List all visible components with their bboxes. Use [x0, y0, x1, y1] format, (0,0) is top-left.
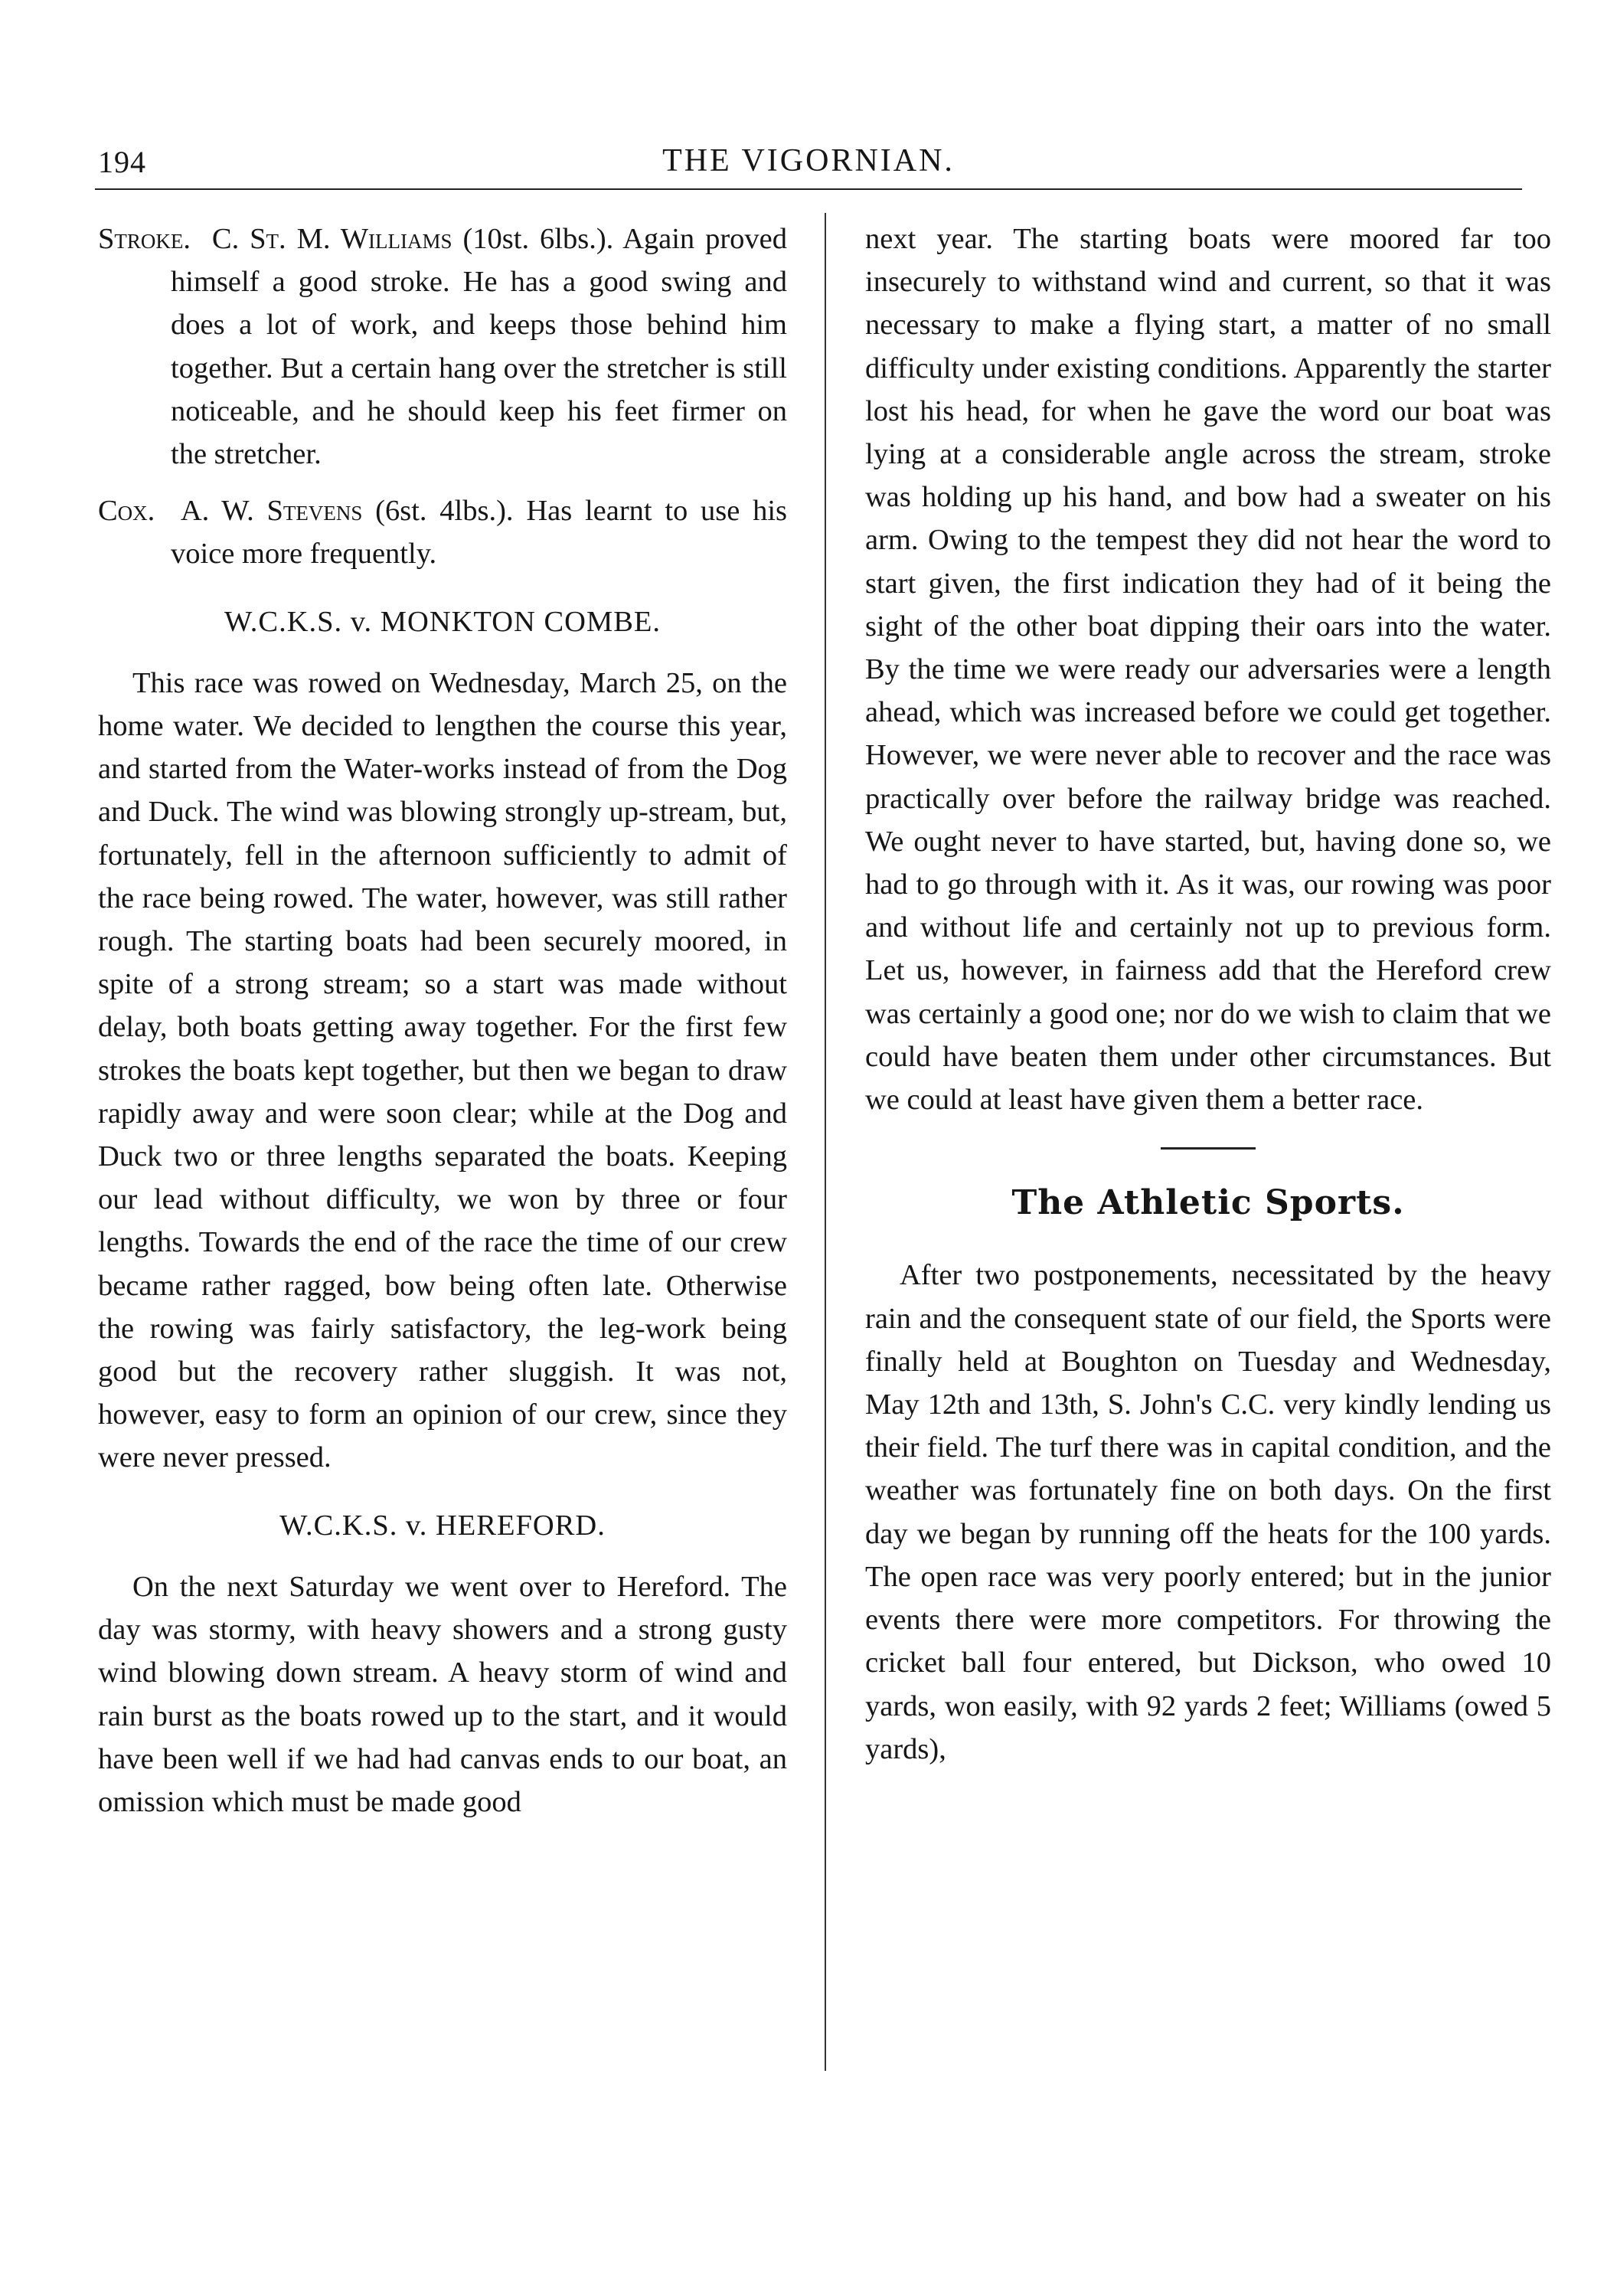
stroke-entry [98, 217, 787, 476]
cox-entry [98, 489, 787, 575]
hereford-heading: W.C.K.S. v. HEREFORD. [279, 1509, 606, 1542]
header-rule [95, 188, 1522, 190]
cox-name: A. W. Stevens [180, 495, 363, 528]
column-divider [825, 213, 826, 2071]
right-column [865, 217, 1551, 1771]
athletic-sports-paragraph: After two postponements, necessitated by the heavy rain and the consequent state of our field, the Sports were finally held at Boughton on Tuesday and Wednesday, May 12th and 13th, S. John's C.C. very kindly lending us their field. The turf there was in capital condition, and the weather was fortunately fine on both days. On the first day we began by running off the heats for the 100 yards. The open race was very poorly entered; but in the junior events there were more competitors. For throwing the cricket ball four entered, but Dickson, who owed 10 yards, won easily, with 92 yards 2 feet; Williams (owed 5 yards), [865, 1259, 1551, 1765]
running-title: THE VIGORNIAN. [662, 143, 955, 178]
stroke-name: C. St. M. Williams [211, 223, 452, 255]
cox-role: Cox. [98, 495, 155, 528]
hereford-continued-paragraph: next year. The starting boats were moored far too insecurely to withstand wind and current, so that it was necessary to make a flying start, a matter of no small difficulty under existing conditions. Apparently the starter lost his head, for when he gave the word our boat was lying at a considerable angle across the stream, stroke was holding up his hand, and bow had a sweater on his arm. Owing to the tempest they did not hear the word to start given, the first indication they had of it being the sight of the other boat dipping their oars into the water. By the time we were ready our adversaries were a length ahead, which was increased before we could get together. However, we were never able to recover and the race was practically over before the railway bridge was reached. We ought never to have started, but, having done so, we had to go through with it. As it was, our rowing was poor and without life and certainly not up to previous form. Let us, however, in fairness add that the Hereford crew was certainly a good one; nor do we wish to claim that we could have beaten them under other circumstances. But we could at least have given them a better race. [865, 223, 1551, 1117]
cox-weight: (6st. 4lbs.). [375, 495, 514, 528]
monkton-paragraph: This race was rowed on Wednesday, March 25, on the home water. We decided to lengthen the course this year, and started from the Water-works instead of from the Dog and Duck. The wind was blowing strongly up-stream, but, fortunately, fell in the afternoon sufficiently to admit of the race being rowed. The water, however, was still rather rough. The starting boats had been securely moored, in spite of a strong stream; so a start was made without delay, both boats getting away together. For the first few strokes the boats kept together, but then we began to draw rapidly away and were soon clear; while at the Dog and Duck two or three lengths separated the boats. Keeping our lead without difficulty, we won by three or four lengths. Towards the end of the race the time of our crew became rather ragged, bow being often late. Otherwise the rowing was fairly satisfactory, the leg-work being good but the recovery rather sluggish. It was not, however, easy to form an opinion of our crew, since they were never pressed. [98, 666, 787, 1474]
section-divider [1161, 1147, 1256, 1150]
page-number: 194 [98, 145, 146, 179]
stroke-weight: (10st. 6lbs.). [462, 223, 614, 255]
stroke-text: Again proved himself a good stroke. He has a good swing and does a lot of work, and keeps those behind him together. But a certain hang over the stretcher is still noticeable, and he should keep his feet firmer on the stretcher. [171, 223, 788, 471]
stroke-role: Stroke. [98, 223, 191, 255]
hereford-paragraph: On the next Saturday we went over to Hereford. The day was stormy, with heavy showers and a strong gusty wind blowing down stream. A heavy storm of wind and rain burst as the boats rowed up to the start, and it would have been well if we had had canvas ends to our boat, an omission which must be made good [98, 1570, 787, 1818]
athletic-sports-title: The Athletic Sports. [1011, 1183, 1405, 1223]
cox-text: Has learnt to use his voice more frequently. [171, 495, 788, 571]
left-column [98, 217, 787, 1823]
monkton-heading: W.C.K.S. v. MONKTON COMBE. [224, 605, 662, 638]
